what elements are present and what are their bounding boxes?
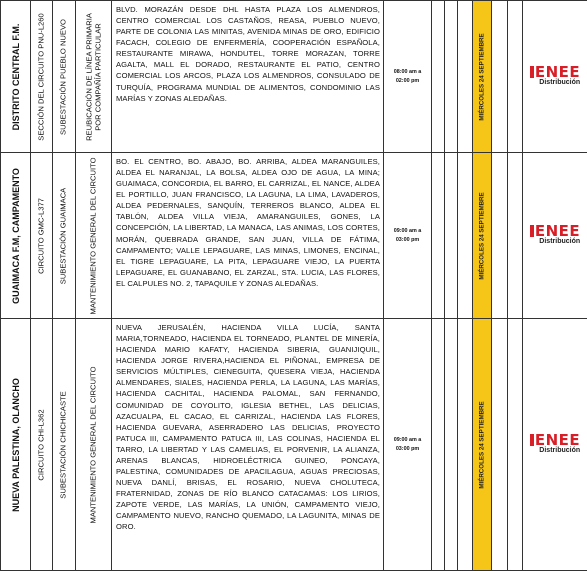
empty-cell bbox=[508, 319, 523, 571]
logo-cell bbox=[523, 319, 587, 571]
work-cell bbox=[76, 1, 112, 153]
substation-cell bbox=[53, 153, 76, 319]
logo-cell bbox=[523, 1, 587, 153]
substation-cell bbox=[53, 319, 76, 571]
enee-logo bbox=[530, 224, 580, 245]
circuit-label: SECCIÓN DEL CIRCUITO PNU-L260 bbox=[37, 13, 46, 140]
schedule-row bbox=[1, 319, 587, 571]
empty-cell bbox=[445, 319, 458, 571]
work-cell bbox=[76, 319, 112, 571]
empty-cell bbox=[432, 153, 445, 319]
empty-cell bbox=[492, 153, 508, 319]
affected-areas: BLVD. MORAZÁN DESDE DHL HASTA PLAZA LOS ALMENDROS, CENTRO COMERCIAL LOS CASTAÑOS, REASA, PUEBLO NUEVO, PARTE DE COLONIA LAS MINITAS, AVENIDA MINAS DE ORO, EDIFICIO FACACH, COLEGIO DE ENFERMERÍA, COOPERACIÓN ESPAÑOLA, RESTAURANTE MIRAWA, HONDUTEL, TORRE MORAZAN, TORRE AGALTA, MALL EL DORADO, RESTAURANTE EL PATIO, CENTRO COMERCIAL LOS ARCOS, PLAZA LOS ALMENDROS, CONSULADO DE TURQUÍA, PROGRAMA MUNDIAL DE ALIMENTOS, CONDOMINIO LAS MARÍAS Y ZONAS ALEDAÑAS. bbox=[112, 1, 384, 153]
empty-cell bbox=[508, 153, 523, 319]
empty-cell bbox=[508, 1, 523, 153]
enee-mark-icon bbox=[530, 66, 534, 78]
empty-cell bbox=[492, 1, 508, 153]
district-cell bbox=[1, 1, 31, 153]
logo-sub-text: Distribución bbox=[530, 79, 580, 86]
logo-sub-text: Distribución bbox=[530, 238, 580, 245]
enee-mark-icon bbox=[530, 225, 534, 237]
logo-main-text: ENEE bbox=[535, 63, 580, 81]
substation-label: SUBESTACIÓN PUEBLO NUEVO bbox=[60, 19, 69, 135]
time-from: 09:00 am a bbox=[386, 436, 429, 445]
work-cell bbox=[76, 153, 112, 319]
logo-sub-text: Distribución bbox=[530, 447, 580, 454]
empty-cell bbox=[445, 153, 458, 319]
empty-cell bbox=[458, 1, 473, 153]
circuit-label: CIRCUITO CHI-L362 bbox=[37, 409, 46, 480]
time-cell bbox=[384, 1, 432, 153]
logo-main-text: ENEE bbox=[535, 431, 580, 449]
day-label: MIÉRCOLES 24 SEPTIEMBRE bbox=[478, 401, 485, 488]
enee-logo bbox=[530, 433, 580, 454]
schedule-row bbox=[1, 153, 587, 319]
substation-label: SUBESTACIÓN CHICHICASTE bbox=[60, 391, 69, 498]
day-label: MIÉRCOLES 24 SEPTIEMBRE bbox=[478, 33, 485, 120]
circuit-cell bbox=[31, 319, 53, 571]
time-to: 03:00 pm bbox=[386, 236, 429, 245]
affected-areas: BO. EL CENTRO, BO. ABAJO, BO. ARRIBA, ALDEA MARANGUILES, ALDEA EL NARANJAL, LA BOLSA, ALDEA OJO DE AGUA, LA MINA; GUAIMACA, CONCORDIA, EL BARRO, EL CARRIZAL, EL NANCE, ALDEA EL PORTILLO, JUAN FRANCISCO, LA LAGUNA, LA LIMA, LAVADEROS, ALDEA PEDERNALES, SANQUÍN, TERREROS BLANCO, ALDEA EL TABLÓN, ALDEA VILLA VIEJA, AMARANGUILES, GONES, LA CONCEPCIÓN, LA LIBERTAD, LA MANACA, LAS ANIMAS, LOS CORTES, MORÁN, QUEBRADA GRANDE, SAN JUAN, VILLA DE FÁTIMA, CAMPAMENTO; VALLE LEPAGUARE, LAS MINAS, LIMONES, ENCINAL, EL TIGRE LEPAGUARE, LA PITA, LEPAGUARE VIEJO, LA PUERTA LEPAGUARE, EL GUANABANO, EL ZARZAL, STA. LUCIA, LAS FLORES, EL CALPULES NO. 2, TAPAQUILE Y ZONAS ALEDAÑAS. bbox=[112, 153, 384, 319]
circuit-cell bbox=[31, 153, 53, 319]
logo-cell bbox=[523, 153, 587, 319]
time-to: 02:00 pm bbox=[386, 77, 429, 86]
day-cell bbox=[473, 319, 492, 571]
day-cell bbox=[473, 1, 492, 153]
day-label: MIÉRCOLES 24 SEPTIEMBRE bbox=[478, 192, 485, 279]
empty-cell bbox=[445, 1, 458, 153]
empty-cell bbox=[432, 319, 445, 571]
empty-cell bbox=[492, 319, 508, 571]
district-label: NUEVA PALESTINA, OLANCHO bbox=[10, 378, 20, 512]
substation-label: SUBESTACIÓN GUAIMACA bbox=[60, 187, 69, 283]
work-label: REUBICACIÓN DE LÍNEA PRIMARIA POR COMPAÑÍA PARTICULAR bbox=[85, 13, 102, 141]
time-from: 08:00 am a bbox=[386, 68, 429, 77]
empty-cell bbox=[458, 153, 473, 319]
empty-cell bbox=[432, 1, 445, 153]
enee-mark-icon bbox=[530, 434, 534, 446]
empty-cell bbox=[458, 319, 473, 571]
logo-main-text: ENEE bbox=[535, 222, 580, 240]
work-label: MANTENIMIENTO GENERAL DEL CIRCUITO bbox=[89, 157, 98, 314]
substation-cell bbox=[53, 1, 76, 153]
schedule-row bbox=[1, 1, 587, 153]
time-from: 09:00 am a bbox=[386, 227, 429, 236]
district-label: GUAIMACA F.M, CAMPAMENTO bbox=[10, 168, 20, 304]
time-cell bbox=[384, 319, 432, 571]
enee-logo bbox=[530, 65, 580, 86]
circuit-label: CIRCUITO GMC-L377 bbox=[37, 198, 46, 274]
district-cell bbox=[1, 319, 31, 571]
district-cell bbox=[1, 153, 31, 319]
work-label: MANTENIMIENTO GENERAL DEL CIRCUITO bbox=[89, 366, 98, 523]
district-label: DISTRITO CENTRAL F.M. bbox=[10, 23, 20, 130]
circuit-cell bbox=[31, 1, 53, 153]
time-to: 03:00 pm bbox=[386, 445, 429, 454]
day-cell bbox=[473, 153, 492, 319]
time-cell bbox=[384, 153, 432, 319]
affected-areas: NUEVA JERUSALÉN, HACIENDA VILLA LUCÍA, SANTA MARIA,TORNEADO, HACIENDA EL TORNEADO, PLANTEL DE MINERÍA, HACIENDA MARIO KAFATY, HACIENDA SIBERIA, GUANIJIQUIL, HACIENDA JORGE RIVERA,HACIENDA EL PIÑONAL, EMPRESA DE SERVICIOS MÚLTIPLES, CIENEGUITA, QUESERA VIEJA, HACIENDA ALMENDARES, SIALES, HACIENDA PERLA, LA LAGUNA, LAS MARÍAS, HACIENDA CACHITAL, HACIENDA PALOMAL, SAN FERNANDO, COMUNIDAD DE COYOLITO, IGLESIA BETHEL, LAS DELICIAS, AZACUALPA, EL CACAO, EL CARRIZAL, HACIENDA LAS FLORES, HACIENDA GUEVARA, ASERRADERO LAS DELICIAS, PROYECTO PATUCA III, CAMPAMENTO PATUCA III, LAS COLINAS, HACIENDA EL TARRO, LA LIBERTAD Y LAS CAMELIAS, EL PORVENIR, LA ALIANZA, ARENAS BLANCAS, HIDROELÉCTRICA GUINEO, PONCAYA, PALESTINA, COMUNIDADES DE APACILAGUA, AGUAS PRECIOSAS, NUEVA DANLÍ, BRISAS, EL ROSARIO, NUEVA CHOLUTECA, FRATERNIDAD, ZONAS DE RÍO BLANCO CATACAMAS: LOS LIRIOS, ZAPOTE VERDE, LAS MARÍAS, LA UNIÓN, CAMPAMENTO VIEJO, CAMPAMENTO NUEVO, RANCHO QUEMADO, LA LAGUNITA, MINAS DE ORO. bbox=[112, 319, 384, 571]
